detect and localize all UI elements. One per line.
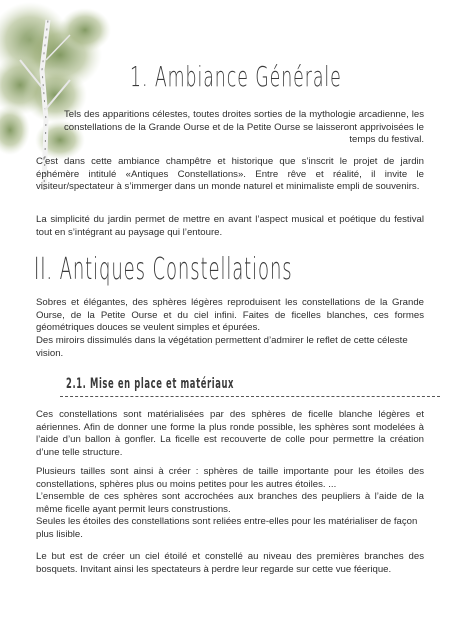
section-2-title: II. Antiques Constellations — [34, 252, 293, 287]
section-2-paragraph-1: Sobres et élégantes, des sphères légères reproduisent les constellations de la Grande Ourse, de la Petite Ourse et du ciel infini. Faites de ficelles blanches, ces formes géométriques douces se veulent simples et épurées. — [36, 297, 424, 334]
section-1-paragraph-1: Tels des apparitions célestes, toutes droites sorties de la mythologie arcadienne, les constellations de la Grande Ourse et de la Petite Ourse se laisseront apprivoisées le temps du festival. — [64, 109, 424, 146]
section-1-paragraph-3: La simplicité du jardin permet de mettre en avant l’aspect musical et poétique du festival tout en s’intégrant au paysage qui l’entoure. — [36, 214, 424, 238]
section-2-1-paragraph-1: Ces constellations sont matérialisées par des sphères de ficelle blanche légères et aériennes. Afin de donner une forme la plus ronde possible, les sphères sont modelées à l’aide d’un ballon à gonfler. La ficelle est recouverte de colle pour permettre la création d’une telle structure. — [36, 409, 424, 458]
section-1-title: 1. Ambiance Générale — [130, 60, 342, 93]
section-2-1-paragraph-3: L’ensemble de ces sphères sont accrochées aux branches des peupliers à l’aide de la même ficelle ayant permit leurs construstions. — [36, 491, 424, 515]
section-1-paragraph-2: C’est dans cette ambiance champêtre et historique que s’inscrit le projet de jardin éphémère intitulé «Antiques Constellations». Entre rêve et réalité, il invite le visiteur/spectateur à s’immerger dans un monde naturel et minimaliste empli de souvenirs. — [36, 156, 424, 193]
section-2-1-paragraph-2: Plusieurs tailles sont ainsi à créer : sphères de taille importante pour les étoiles des constellations, sphères plus ou moins petites pour les autres étoiles. ... — [36, 466, 424, 490]
dashed-divider — [60, 396, 440, 397]
section-2-1-title: 2.1. Mise en place et matériaux — [66, 376, 235, 392]
section-2-1-paragraph-5: Le but est de créer un ciel étoilé et constellé au niveau des premières branches des bosquets. Invitant ainsi les spectateurs à perdre leur regarde sur cette vue féerique. — [36, 551, 424, 575]
section-2-1-paragraph-4: Seules les étoiles des constellations sont reliées entre-elles pour les matérialiser de façon plus lisible. — [36, 516, 418, 540]
section-2-paragraph-2: Des miroirs dissimulés dans la végétation permettent d’admirer le reflet de cette céleste vision. — [36, 335, 408, 359]
